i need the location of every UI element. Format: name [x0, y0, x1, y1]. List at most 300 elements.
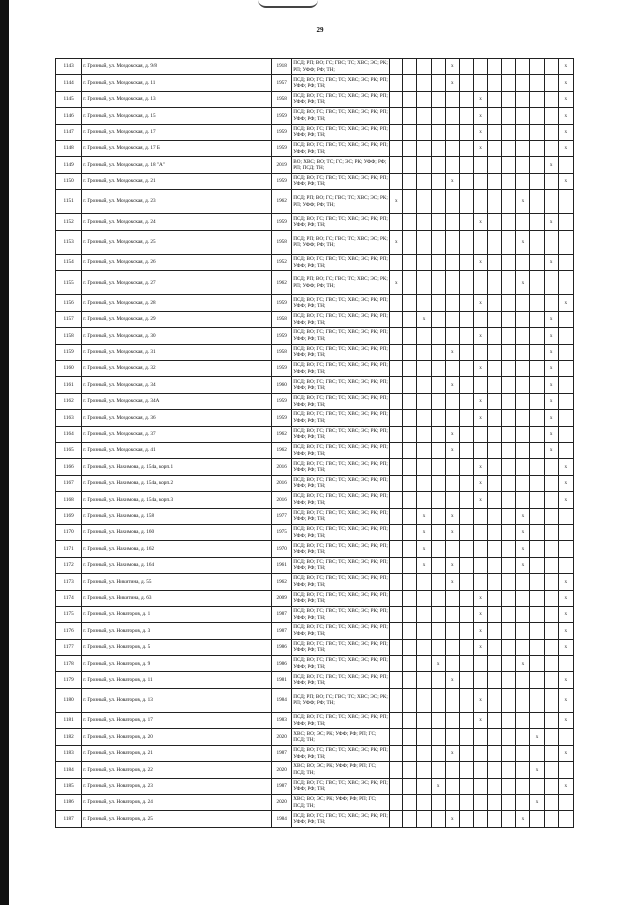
mark-cell	[445, 492, 459, 508]
mark-cell	[530, 639, 544, 655]
mark-cell	[431, 377, 445, 393]
mark-cell	[488, 557, 502, 573]
mark-cell: x	[544, 328, 558, 344]
mark-cell	[459, 311, 473, 327]
row-number-cell: 1176	[56, 623, 82, 639]
mark-cell: x	[417, 541, 431, 557]
mark-cell	[502, 377, 516, 393]
year-cell: 1958	[272, 311, 292, 327]
address-cell: г. Грозный, ул. Моздокская, д. 36	[82, 410, 272, 426]
mark-cell: x	[558, 59, 573, 75]
mark-cell	[488, 328, 502, 344]
mark-cell	[459, 328, 473, 344]
address-cell: г. Грозный, ул. Моздокская, д. 34	[82, 377, 272, 393]
table-row	[56, 328, 574, 344]
address-cell: г. Грозный, ул. Новаторов, д. 13	[82, 688, 272, 712]
table-row	[56, 794, 574, 810]
services-cell: ПСД; ВО; ГС; ГВС; ТС; ХВС; ЭС; РК; РП; УФФ; РФ; ТН;	[292, 328, 390, 344]
address-cell: г. Грозный, ул. Моздокская, д. 9/8	[82, 59, 272, 75]
mark-cell	[502, 656, 516, 672]
year-cell: 2016	[272, 492, 292, 508]
mark-cell	[459, 574, 473, 590]
mark-cell	[459, 713, 473, 729]
year-cell: 2020	[272, 794, 292, 810]
mark-cell	[403, 140, 417, 156]
mark-cell: x	[473, 606, 487, 622]
mark-cell: x	[445, 524, 459, 540]
mark-cell	[390, 173, 403, 189]
mark-cell	[390, 214, 403, 230]
row-number-cell: 1185	[56, 778, 82, 794]
services-cell: ХВС; ВО; ЭС; РК; УФФ; РФ; РП; ГС; ПСД; ТН;	[292, 762, 390, 778]
table-row	[56, 59, 574, 75]
mark-cell	[417, 271, 431, 295]
table-row	[56, 75, 574, 91]
mark-cell	[417, 656, 431, 672]
mark-cell: x	[558, 688, 573, 712]
mark-cell: x	[390, 190, 403, 214]
mark-cell	[390, 311, 403, 327]
mark-cell	[558, 230, 573, 254]
mark-cell	[431, 508, 445, 524]
mark-cell	[459, 590, 473, 606]
mark-cell	[530, 778, 544, 794]
mark-cell	[390, 108, 403, 124]
mark-cell	[502, 344, 516, 360]
address-cell: г. Грозный, ул. Моздокская, д. 26	[82, 254, 272, 270]
table-row	[56, 230, 574, 254]
mark-cell: x	[544, 442, 558, 458]
mark-cell	[431, 295, 445, 311]
year-cell: 1918	[272, 59, 292, 75]
mark-cell: x	[473, 361, 487, 377]
mark-cell	[431, 574, 445, 590]
mark-cell	[445, 271, 459, 295]
year-cell: 1970	[272, 541, 292, 557]
mark-cell	[530, 590, 544, 606]
mark-cell	[445, 778, 459, 794]
year-cell: 1984	[272, 811, 292, 827]
row-number-cell: 1184	[56, 762, 82, 778]
mark-cell	[390, 713, 403, 729]
year-cell: 1958	[272, 344, 292, 360]
mark-cell: x	[516, 524, 530, 540]
mark-cell	[488, 574, 502, 590]
mark-cell	[431, 557, 445, 573]
table-row	[56, 745, 574, 761]
services-cell: ПСД; РП; ВО; ГС; ГВС; ТС; ХВС; ЭС; РК; РП; УФФ; РФ; ТН;	[292, 190, 390, 214]
mark-cell	[530, 688, 544, 712]
table-row	[56, 590, 574, 606]
mark-cell	[390, 328, 403, 344]
mark-cell: x	[544, 393, 558, 409]
mark-cell	[417, 459, 431, 475]
mark-cell	[530, 230, 544, 254]
table-row	[56, 778, 574, 794]
mark-cell	[488, 811, 502, 827]
mark-cell	[544, 230, 558, 254]
year-cell: 1962	[272, 271, 292, 295]
mark-cell: x	[516, 811, 530, 827]
row-number-cell: 1175	[56, 606, 82, 622]
address-cell: г. Грозный, ул. Новаторов, д. 5	[82, 639, 272, 655]
mark-cell	[530, 672, 544, 688]
mark-cell	[502, 157, 516, 173]
mark-cell	[390, 295, 403, 311]
services-cell: ПСД; ВО; ГС; ГВС; ТС; ХВС; ЭС; РК; РП; УФФ; РФ; ТН;	[292, 541, 390, 557]
mark-cell	[516, 59, 530, 75]
table-row	[56, 688, 574, 712]
mark-cell	[502, 214, 516, 230]
mark-cell	[473, 426, 487, 442]
address-cell: г. Грозный, ул. Нахимова, д. 162	[82, 541, 272, 557]
services-cell: ПСД; ВО; ГС; ГВС; ТС; ХВС; ЭС; РК; РП; УФФ; РФ; ТН;	[292, 574, 390, 590]
mark-cell	[502, 271, 516, 295]
mark-cell	[390, 557, 403, 573]
mark-cell	[530, 173, 544, 189]
mark-cell	[417, 442, 431, 458]
mark-cell	[403, 557, 417, 573]
mark-cell	[417, 672, 431, 688]
services-cell: ХВС; ВО; ЭС; РК; УФФ; РФ; РП; ГС; ПСД; ТН;	[292, 794, 390, 810]
mark-cell	[459, 254, 473, 270]
mark-cell	[502, 762, 516, 778]
mark-cell	[431, 75, 445, 91]
mark-cell	[530, 271, 544, 295]
table-row	[56, 639, 574, 655]
mark-cell	[459, 214, 473, 230]
mark-cell: x	[516, 656, 530, 672]
mark-cell	[403, 508, 417, 524]
mark-cell	[403, 75, 417, 91]
mark-cell	[502, 688, 516, 712]
mark-cell	[473, 442, 487, 458]
mark-cell	[558, 442, 573, 458]
mark-cell	[558, 328, 573, 344]
mark-cell	[417, 361, 431, 377]
year-cell: 1959	[272, 108, 292, 124]
mark-cell	[403, 344, 417, 360]
mark-cell	[544, 688, 558, 712]
address-cell: г. Грозный, ул. Новаторов, д. 25	[82, 811, 272, 827]
mark-cell	[544, 140, 558, 156]
mark-cell	[431, 541, 445, 557]
year-cell: 1959	[272, 393, 292, 409]
row-number-cell: 1158	[56, 328, 82, 344]
mark-cell	[417, 328, 431, 344]
mark-cell	[445, 688, 459, 712]
services-cell: ПСД; ВО; ГС; ГВС; ТС; ХВС; ЭС; РК; РП; УФФ; РФ; ТН;	[292, 254, 390, 270]
mark-cell: x	[445, 426, 459, 442]
mark-cell	[488, 344, 502, 360]
mark-cell	[502, 606, 516, 622]
mark-cell	[544, 778, 558, 794]
mark-cell	[445, 623, 459, 639]
mark-cell	[459, 729, 473, 745]
year-cell: 1962	[272, 442, 292, 458]
services-cell: ПСД; ВО; ГС; ГВС; ТС; ХВС; ЭС; РК; РП; УФФ; РФ; ТН;	[292, 672, 390, 688]
mark-cell	[417, 254, 431, 270]
mark-cell	[417, 713, 431, 729]
address-cell: г. Грозный, ул. Моздокская, д. 32	[82, 361, 272, 377]
address-cell: г. Грозный, ул. Моздокская, д. 15	[82, 108, 272, 124]
mark-cell	[403, 59, 417, 75]
mark-cell	[530, 75, 544, 91]
scan-top-mark	[258, 0, 318, 8]
mark-cell	[530, 140, 544, 156]
year-cell: 1958	[272, 91, 292, 107]
mark-cell	[544, 713, 558, 729]
table-row	[56, 271, 574, 295]
row-number-cell: 1168	[56, 492, 82, 508]
mark-cell	[431, 157, 445, 173]
mark-cell	[459, 442, 473, 458]
mark-cell: x	[445, 811, 459, 827]
mark-cell	[488, 173, 502, 189]
mark-cell	[459, 524, 473, 540]
mark-cell	[459, 377, 473, 393]
table-row	[56, 190, 574, 214]
mark-cell	[544, 794, 558, 810]
table-row	[56, 393, 574, 409]
mark-cell	[417, 173, 431, 189]
mark-cell	[488, 190, 502, 214]
mark-cell	[445, 729, 459, 745]
mark-cell	[390, 393, 403, 409]
mark-cell	[459, 140, 473, 156]
mark-cell	[445, 140, 459, 156]
mark-cell	[459, 623, 473, 639]
mark-cell: x	[473, 140, 487, 156]
mark-cell	[530, 524, 544, 540]
mark-cell	[403, 541, 417, 557]
mark-cell	[459, 778, 473, 794]
mark-cell	[558, 762, 573, 778]
mark-cell	[516, 672, 530, 688]
mark-cell	[403, 271, 417, 295]
mark-cell	[544, 623, 558, 639]
mark-cell	[502, 475, 516, 491]
mark-cell	[403, 410, 417, 426]
year-cell: 1975	[272, 524, 292, 540]
mark-cell	[488, 91, 502, 107]
table-row	[56, 254, 574, 270]
mark-cell	[459, 762, 473, 778]
year-cell: 2016	[272, 459, 292, 475]
mark-cell	[459, 639, 473, 655]
mark-cell: x	[558, 91, 573, 107]
mark-cell: x	[473, 254, 487, 270]
year-cell: 2016	[272, 475, 292, 491]
row-number-cell: 1160	[56, 361, 82, 377]
mark-cell	[390, 745, 403, 761]
mark-cell	[417, 377, 431, 393]
mark-cell	[473, 190, 487, 214]
mark-cell	[459, 124, 473, 140]
mark-cell	[516, 442, 530, 458]
table-row	[56, 811, 574, 827]
row-number-cell: 1163	[56, 410, 82, 426]
mark-cell	[459, 508, 473, 524]
services-cell: ПСД; ВО; ГС; ГВС; ТС; ХВС; ЭС; РК; РП; УФФ; РФ; ТН;	[292, 311, 390, 327]
mark-cell	[544, 574, 558, 590]
mark-cell	[530, 311, 544, 327]
row-number-cell: 1147	[56, 124, 82, 140]
mark-cell	[502, 393, 516, 409]
mark-cell	[473, 745, 487, 761]
mark-cell	[459, 230, 473, 254]
mark-cell	[488, 214, 502, 230]
address-cell: г. Грозный, ул. Моздокская, д. 29	[82, 311, 272, 327]
mark-cell	[502, 590, 516, 606]
mark-cell	[417, 688, 431, 712]
mark-cell	[473, 672, 487, 688]
mark-cell	[473, 157, 487, 173]
mark-cell	[403, 606, 417, 622]
mark-cell: x	[445, 442, 459, 458]
mark-cell	[445, 311, 459, 327]
mark-cell	[459, 190, 473, 214]
mark-cell	[417, 75, 431, 91]
mark-cell: x	[473, 328, 487, 344]
mark-cell	[459, 271, 473, 295]
mark-cell	[516, 574, 530, 590]
mark-cell	[431, 124, 445, 140]
mark-cell	[488, 140, 502, 156]
mark-cell	[403, 688, 417, 712]
mark-cell	[417, 344, 431, 360]
year-cell: 1981	[272, 672, 292, 688]
mark-cell	[417, 778, 431, 794]
mark-cell	[544, 271, 558, 295]
mark-cell	[473, 75, 487, 91]
table-row	[56, 541, 574, 557]
mark-cell	[473, 344, 487, 360]
mark-cell	[516, 393, 530, 409]
mark-cell: x	[544, 157, 558, 173]
mark-cell	[502, 729, 516, 745]
mark-cell	[431, 762, 445, 778]
mark-cell	[417, 729, 431, 745]
row-number-cell: 1170	[56, 524, 82, 540]
mark-cell	[417, 426, 431, 442]
mark-cell	[502, 778, 516, 794]
services-cell: ПСД; ВО; ГС; ГВС; ТС; ХВС; ЭС; РК; РП; УФФ; РФ; ТН;	[292, 361, 390, 377]
mark-cell: x	[558, 672, 573, 688]
mark-cell	[403, 745, 417, 761]
mark-cell	[544, 75, 558, 91]
mark-cell	[488, 254, 502, 270]
address-cell: г. Грозный, ул. Никитина, д. 55	[82, 574, 272, 590]
mark-cell	[516, 214, 530, 230]
mark-cell	[459, 295, 473, 311]
row-number-cell: 1167	[56, 475, 82, 491]
mark-cell	[488, 230, 502, 254]
year-cell: 1987	[272, 606, 292, 622]
mark-cell	[431, 492, 445, 508]
mark-cell	[530, 295, 544, 311]
mark-cell	[502, 713, 516, 729]
services-cell: ПСД; ВО; ГС; ГВС; ТС; ХВС; ЭС; РК; РП; УФФ; РФ; ТН;	[292, 140, 390, 156]
mark-cell	[390, 124, 403, 140]
address-cell: г. Грозный, ул. Моздокская, д. 37	[82, 426, 272, 442]
mark-cell	[488, 492, 502, 508]
address-cell: г. Грозный, ул. Нахимова, д. 154а, корп.2	[82, 475, 272, 491]
year-cell: 2019	[272, 157, 292, 173]
mark-cell	[431, 688, 445, 712]
mark-cell	[502, 311, 516, 327]
mark-cell	[530, 492, 544, 508]
mark-cell	[459, 794, 473, 810]
mark-cell: x	[473, 713, 487, 729]
address-cell: г. Грозный, ул. Моздокская, д. 31	[82, 344, 272, 360]
services-cell: ПСД; ВО; ГС; ГВС; ТС; ХВС; ЭС; РК; РП; УФФ; РФ; ТН;	[292, 508, 390, 524]
mark-cell	[544, 124, 558, 140]
mark-cell	[488, 508, 502, 524]
row-number-cell: 1156	[56, 295, 82, 311]
address-cell: г. Грозный, ул. Моздокская, д. 21	[82, 173, 272, 189]
year-cell: 1959	[272, 140, 292, 156]
mark-cell	[488, 762, 502, 778]
address-cell: г. Грозный, ул. Новаторов, д. 24	[82, 794, 272, 810]
mark-cell	[488, 75, 502, 91]
row-number-cell: 1165	[56, 442, 82, 458]
services-cell: ПСД; ВО; ГС; ГВС; ТС; ХВС; ЭС; РК; РП; УФФ; РФ; ТН;	[292, 108, 390, 124]
mark-cell	[502, 190, 516, 214]
mark-cell	[473, 541, 487, 557]
mark-cell: x	[558, 475, 573, 491]
address-cell: г. Грозный, ул. Новаторов, д. 11	[82, 672, 272, 688]
mark-cell: x	[544, 361, 558, 377]
mark-cell	[459, 492, 473, 508]
mark-cell	[488, 623, 502, 639]
table-row	[56, 475, 574, 491]
mark-cell	[530, 190, 544, 214]
table-row	[56, 410, 574, 426]
address-cell: г. Грозный, ул. Новаторов, д. 9	[82, 656, 272, 672]
mark-cell: x	[516, 230, 530, 254]
mark-cell	[516, 157, 530, 173]
mark-cell: x	[530, 729, 544, 745]
row-number-cell: 1169	[56, 508, 82, 524]
mark-cell	[431, 524, 445, 540]
address-cell: г. Грозный, ул. Нахимова, д. 164	[82, 557, 272, 573]
mark-cell	[445, 713, 459, 729]
mark-cell	[502, 623, 516, 639]
table-row	[56, 442, 574, 458]
address-cell: г. Грозный, ул. Моздокская, д. 41	[82, 442, 272, 458]
mark-cell	[488, 311, 502, 327]
mark-cell	[390, 672, 403, 688]
mark-cell	[530, 157, 544, 173]
address-cell: г. Грозный, ул. Моздокская, д. 28	[82, 295, 272, 311]
mark-cell	[403, 574, 417, 590]
services-cell: ПСД; ВО; ГС; ГВС; ТС; ХВС; ЭС; РК; РП; УФФ; РФ; ТН;	[292, 590, 390, 606]
mark-cell	[473, 778, 487, 794]
mark-cell	[473, 173, 487, 189]
mark-cell	[403, 762, 417, 778]
table-row	[56, 729, 574, 745]
services-cell: ПСД; ВО; ГС; ГВС; ТС; ХВС; ЭС; РК; РП; УФФ; РФ; ТН;	[292, 492, 390, 508]
mark-cell	[431, 271, 445, 295]
mark-cell	[502, 108, 516, 124]
row-number-cell: 1178	[56, 656, 82, 672]
mark-cell	[431, 590, 445, 606]
mark-cell	[488, 393, 502, 409]
mark-cell	[488, 688, 502, 712]
year-cell: 1987	[272, 623, 292, 639]
mark-cell: x	[445, 344, 459, 360]
